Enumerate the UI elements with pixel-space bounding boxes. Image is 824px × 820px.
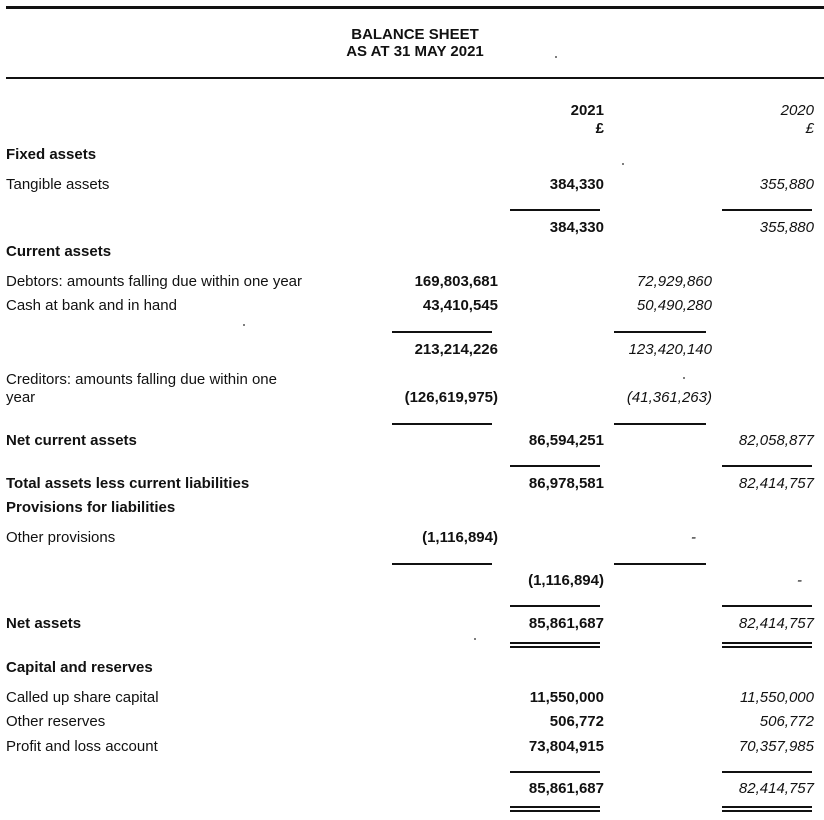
header-rule	[6, 77, 824, 79]
section-current-assets: Current assets	[6, 243, 112, 260]
row-profit-loss-2021: 73,804,915	[528, 738, 604, 755]
row-share-capital-label: Called up share capital	[6, 689, 159, 706]
capital-total-2020: 82,414,757	[738, 780, 814, 797]
fixed-total-2020: 355,880	[759, 219, 814, 236]
col-2020-year: 2020	[780, 102, 814, 119]
row-share-capital-2021: 11,550,000	[529, 689, 604, 706]
row-share-capital-2020: 11,550,000	[740, 689, 814, 706]
row-other-reserves-2021: 506,772	[549, 713, 604, 730]
underline-capital-2020	[722, 771, 812, 773]
section-fixed-assets: Fixed assets	[6, 146, 97, 163]
row-total-assets-2020: 82,414,757	[738, 475, 814, 492]
underline-provisions-2020	[614, 563, 706, 565]
row-tangible-label: Tangible assets	[6, 176, 110, 193]
row-cash-2020: 50,490,280	[636, 297, 712, 314]
row-net-assets-2020: 82,414,757	[738, 615, 814, 632]
row-other-reserves-2020: 506,772	[759, 713, 814, 730]
underline-cash-2020	[614, 331, 706, 333]
sheet-date: AS AT 31 MAY 2021	[346, 43, 484, 60]
col-2021-year: 2021	[570, 102, 604, 119]
scan-speck	[622, 163, 624, 165]
row-profit-loss-2020: 70,357,985	[738, 738, 814, 755]
row-creditors-label-2: year	[6, 389, 36, 406]
row-other-provisions-2021: (1,116,894)	[422, 529, 498, 546]
scan-speck	[683, 377, 685, 379]
double-underline-capital-2020	[722, 806, 812, 812]
double-underline-net-2020	[722, 642, 812, 648]
row-net-current-label: Net current assets	[6, 432, 137, 449]
row-creditors-2021: (126,619,975)	[404, 389, 498, 406]
scan-speck	[474, 638, 476, 640]
underline-prov-2020	[722, 605, 812, 607]
double-underline-net-2021	[510, 642, 600, 648]
row-net-current-2021: 86,594,251	[528, 432, 604, 449]
underline-provisions-2021	[392, 563, 492, 565]
row-debtors-label: Debtors: amounts falling due within one year	[6, 273, 303, 290]
row-total-assets-label: Total assets less current liabilities	[6, 475, 250, 492]
section-provisions: Provisions for liabilities	[6, 499, 176, 516]
underline-creditors-2020	[614, 423, 706, 425]
double-underline-capital-2021	[510, 806, 600, 812]
row-debtors-2020: 72,929,860	[636, 273, 712, 290]
underline-cash-2021	[392, 331, 492, 333]
sheet-title: BALANCE SHEET	[351, 26, 479, 43]
underline-prov-2021	[510, 605, 600, 607]
row-cash-2021: 43,410,545	[422, 297, 498, 314]
underline-netcurrent-2020	[722, 465, 812, 467]
row-cash-label: Cash at bank and in hand	[6, 297, 177, 314]
row-debtors-2021: 169,803,681	[414, 273, 498, 290]
underline-capital-2021	[510, 771, 600, 773]
top-rule	[6, 6, 824, 9]
row-profit-loss-label: Profit and loss account	[6, 738, 158, 755]
row-net-assets-2021: 85,861,687	[528, 615, 604, 632]
underline-fixed-2021	[510, 209, 600, 211]
section-capital-reserves: Capital and reserves	[6, 659, 153, 676]
row-tangible-2021: 384,330	[549, 176, 604, 193]
provisions-total-2020: -	[797, 572, 802, 589]
col-2020-currency: £	[805, 120, 814, 137]
row-total-assets-2021: 86,978,581	[528, 475, 604, 492]
row-other-reserves-label: Other reserves	[6, 713, 106, 730]
capital-total-2021: 85,861,687	[528, 780, 604, 797]
current-total-2021: 213,214,226	[414, 341, 498, 358]
row-other-provisions-2020: -	[691, 529, 696, 546]
current-total-2020: 123,420,140	[628, 341, 712, 358]
row-other-provisions-label: Other provisions	[6, 529, 116, 546]
row-creditors-label-1: Creditors: amounts falling due within one	[6, 371, 277, 388]
underline-fixed-2020	[722, 209, 812, 211]
col-2021-currency: £	[595, 120, 604, 137]
row-creditors-2020: (41,361,263)	[626, 389, 712, 406]
provisions-total-2021: (1,116,894)	[528, 572, 604, 589]
underline-creditors-2021	[392, 423, 492, 425]
fixed-total-2021: 384,330	[549, 219, 604, 236]
row-net-assets-label: Net assets	[6, 615, 82, 632]
row-tangible-2020: 355,880	[759, 176, 814, 193]
row-net-current-2020: 82,058,877	[738, 432, 814, 449]
scan-speck	[243, 324, 245, 326]
scan-speck	[555, 56, 557, 58]
underline-netcurrent-2021	[510, 465, 600, 467]
